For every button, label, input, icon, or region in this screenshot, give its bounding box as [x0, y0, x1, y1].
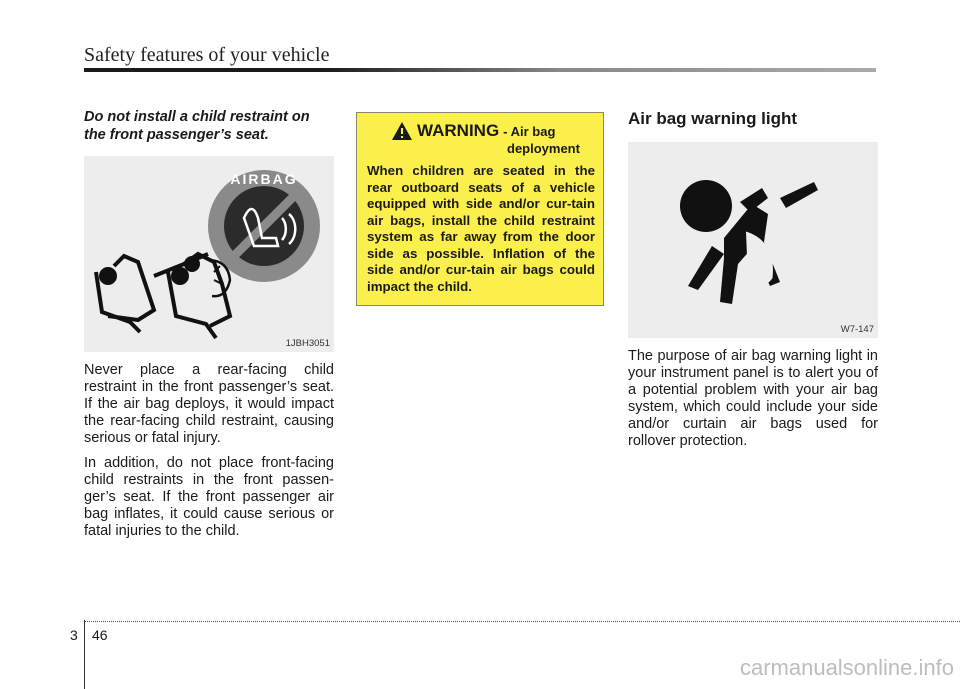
child-restraint-figure — [84, 156, 334, 352]
right-paragraph: The purpose of air bag warning light in your instrument panel is to alert you of a potential problem with your air bag system, which could include your side and/or curtain air bags used for rollover protection. — [628, 348, 878, 449]
left-paragraph-1: Never place a rear-facing child restraint in the front passenger’s seat. If the air bag deploys, it would impact the rear-facing child restraint, causing serious or fatal injury. — [84, 362, 334, 446]
left-paragraph-2: In addition, do not place front-facing child restraints in the front passen-ger’s seat. If the front passenger air bag inflates, it could cause serious or fatal injuries to the child. — [84, 455, 334, 539]
airbag-sign-label: AIRBAG — [230, 171, 298, 187]
right-heading: Air bag warning light — [628, 109, 798, 128]
airbag-warning-light-icon — [628, 142, 878, 338]
header-rule — [84, 68, 876, 72]
watermark: carmanualsonline.info — [739, 655, 954, 680]
page-header-title: Safety features of your vehicle — [84, 44, 330, 66]
warning-text: When children are seated in the rear outboard seats of a vehicle equipped with side and/or cur-tain air bags, install the child restraint system as far away from the door side as possible. Inflation of the side and/or cur-tain air bags could impact the child. — [367, 163, 595, 294]
warning-subtitle: - Air bag — [503, 124, 556, 139]
figure-code: 1JBH3051 — [285, 338, 330, 349]
child-seat-illustration — [84, 156, 334, 352]
chapter-number: 3 — [70, 627, 78, 643]
footer-rule — [84, 621, 960, 622]
footer-rule-vertical — [84, 620, 85, 689]
figure-code: W7-147 — [840, 324, 874, 335]
warning-triangle-icon — [391, 121, 413, 141]
warning-box — [356, 112, 604, 306]
left-column — [84, 108, 334, 540]
warning-header — [367, 121, 595, 141]
page-number: 46 — [92, 627, 108, 643]
seat-drawing — [96, 254, 230, 338]
middle-column — [356, 112, 606, 306]
warning-subtitle-2: deployment — [507, 141, 580, 156]
right-column — [628, 108, 878, 450]
warning-word: WARNING — [417, 121, 500, 140]
warning-light-figure — [628, 142, 878, 338]
left-heading: Do not install a child restraint on the front passenger’s seat. — [84, 109, 310, 143]
